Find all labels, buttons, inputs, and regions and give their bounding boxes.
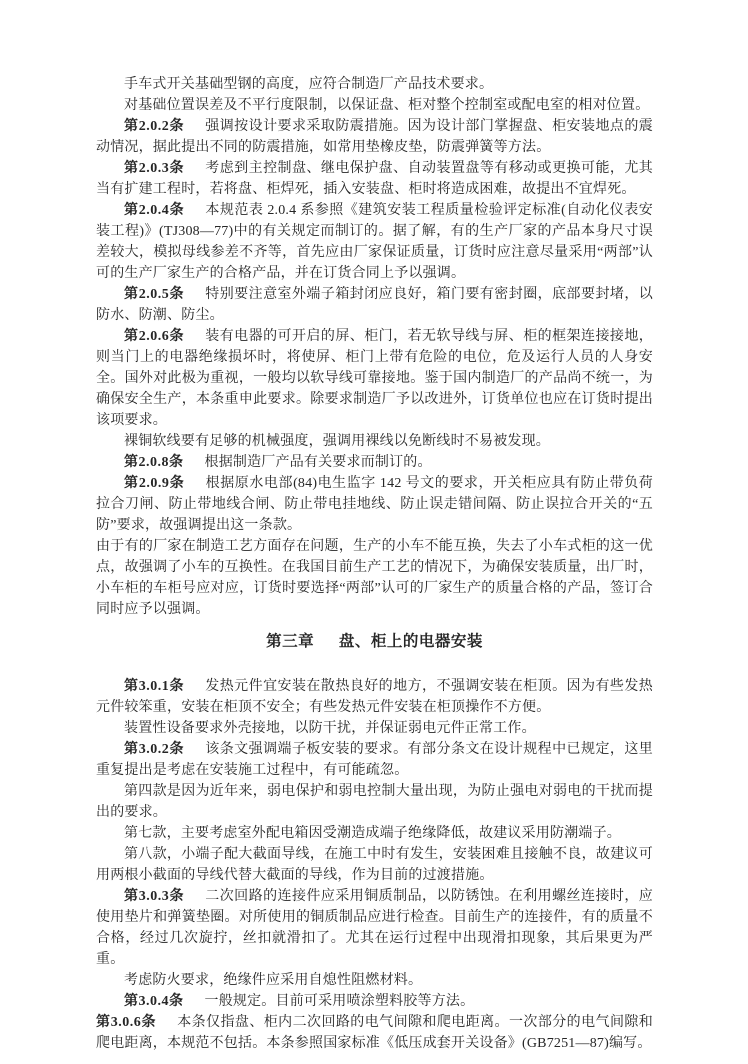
article-number: 第2.0.6条 [124,329,185,344]
paragraph-text: 手车式开关基础型钢的高度，应符合制造厂产品技术要求。 [124,77,494,92]
paragraph [96,781,653,823]
article-3-0-4 [96,991,653,1012]
paragraph-text: 装置性设备要求外壳接地，以防干扰，并保证弱电元件正常工作。 [124,721,536,736]
paragraph [96,431,653,452]
article-2-0-6 [96,326,653,431]
article-text: 根据制造厂产品有关要求而制订的。 [204,455,432,470]
article-text: 该条文强调端子板安装的要求。有部分条文在设计规程中已规定，这里重复提出是考虑在安装施工过程中，有可能疏忽。 [96,742,654,778]
chapter-heading [96,631,653,653]
paragraph [96,536,653,620]
chapter-title: 盘、柜上的电器安装 [338,633,483,650]
article-text: 二次回路的连接件应采用铜质制品，以防锈蚀。在利用螺丝连接时，应使用垫片和弹簧垫圈。对所使用的铜质制品应进行检查。目前生产的连接件，有的质量不合格，经过几次旋拧，丝扣就滑扣了。尤其在运行过程中出现滑扣现象，其后果更为严重。 [96,889,654,967]
paragraph [96,970,653,991]
paragraph [96,95,653,116]
article-2-0-4 [96,200,653,284]
article-2-0-5 [96,284,653,326]
article-number: 第2.0.2条 [124,119,185,134]
paragraph [96,823,653,844]
article-text: 一般规定。目前可采用喷涂塑料胶等方法。 [204,994,475,1009]
article-text: 特别要注意室外端子箱封闭应良好，箱门要有密封圈，底部要封堵，以防水、防潮、防尘。 [96,287,654,323]
chapter-number: 第三章 [266,633,315,650]
article-2-0-8 [96,452,653,473]
article-number: 第2.0.4条 [124,203,185,218]
article-number: 第3.0.3条 [124,889,185,904]
article-3-0-6 [96,1012,653,1054]
article-number: 第3.0.4条 [124,994,184,1009]
paragraph [96,844,653,886]
paragraph-text: 由于有的厂家在制造工艺方面存在问题，生产的小车不能互换，失去了小车式柜的这一优点，故强调了小车的互换性。在我国目前生产工艺的情况下，为确保安装质量，出厂时，小车柜的车柜号应对应，订货时要选择“两部”认可的厂家生产的质量合格的产品，签订合同时应予以强调。 [96,539,653,617]
article-2-0-2 [96,116,653,158]
article-3-0-3 [96,886,653,970]
paragraph-text: 第四款是因为近年来，弱电保护和弱电控制大量出现，为防止强电对弱电的干扰而提出的要求。 [96,784,653,820]
article-number: 第3.0.2条 [124,742,185,757]
article-text: 发热元件宜安装在散热良好的地方，不强调安装在柜顶。因为有些发热元件较笨重，安装在柜顶不安全；有些发热元件安装在柜顶操作不方便。 [96,679,654,715]
paragraph-text: 第七款，主要考虑室外配电箱因受潮造成端子绝缘降低，故建议采用防潮端子。 [124,826,621,841]
article-3-0-2 [96,739,653,781]
article-2-0-3 [96,158,653,200]
article-3-0-1 [96,676,653,718]
article-text: 装有电器的可开启的屏、柜门，若无软导线与屏、柜的框架连接接地，则当门上的电器绝缘损坏时，将使屏、柜门上带有危险的电位，危及运行人员的人身安全。国外对此极为重视，一般均以软导线可靠接地。鉴于国内制造厂的产品尚不统一，为确保安全生产，本条重申此要求。除要求制造厂予以改进外，订货单位也应在订货时提出该项要求。 [96,329,654,428]
article-text: 强调按设计要求采取防震措施。因为设计部门掌握盘、柜安装地点的震动情况，据此提出不同的防震措施，如常用垫橡皮垫，防震弹簧等方法。 [96,119,654,155]
article-number: 第2.0.9条 [124,476,185,491]
article-text: 考虑到主控制盘、继电保护盘、自动装置盘等有移动或更换可能，尤其当有扩建工程时，若将盘、柜焊死，插入安装盘、柜时将造成困难，故提出不宜焊死。 [96,161,654,197]
article-number: 第3.0.1条 [124,679,185,694]
article-2-0-9 [96,473,653,536]
paragraph [96,74,653,95]
article-text: 本规范表 2.0.4 系参照《建筑安装工程质量检验评定标准(自动化仪表安装工程)》(TJ308—77)中的有关规定而制订的。据了解，有的生产厂家的产品本身尺寸误差较大，模拟母线参差不齐等，首先应由厂家保证质量，订货时应注意尽量采用“两部”认可的生产厂家生产的合格产品，并在订货合同上予以强调。 [96,203,653,281]
paragraph-text: 对基础位置误差及不平行度限制，以保证盘、柜对整个控制室或配电室的相对位置。 [124,98,650,113]
article-number: 第2.0.5条 [124,287,185,302]
paragraph-text: 考虑防火要求，绝缘件应采用自熄性阻燃材料。 [124,973,423,988]
paragraph-text: 裸铜软线要有足够的机械强度，强调用裸线以免断线时不易被发现。 [124,434,550,449]
article-number: 第2.0.3条 [124,161,185,176]
paragraph-text: 第八款，小端子配大截面导线，在施工中时有发生，安装困难且接触不良，故建议可用两根小截面的导线代替大截面的导线，作为目前的过渡措施。 [96,847,653,883]
article-text: 根据原水电部(84)电生监字 142 号文的要求，开关柜应具有防止带负荷拉合刀闸、防止带地线合闸、防止带电挂地线、防止误走错间隔、防止误拉合开关的“五防”要求，故强调提出这一条款。 [96,476,653,533]
paragraph [96,718,653,739]
article-number: 第2.0.8条 [124,455,184,470]
article-number: 第3.0.6条 [96,1015,157,1030]
article-text: 本条仅指盘、柜内二次回路的电气间隙和爬电距离。一次部分的电气间隙和爬电距离，本规范不包括。本条参照国家标准《低压成套开关设备》(GB7251—87)编写。 [96,1015,653,1051]
